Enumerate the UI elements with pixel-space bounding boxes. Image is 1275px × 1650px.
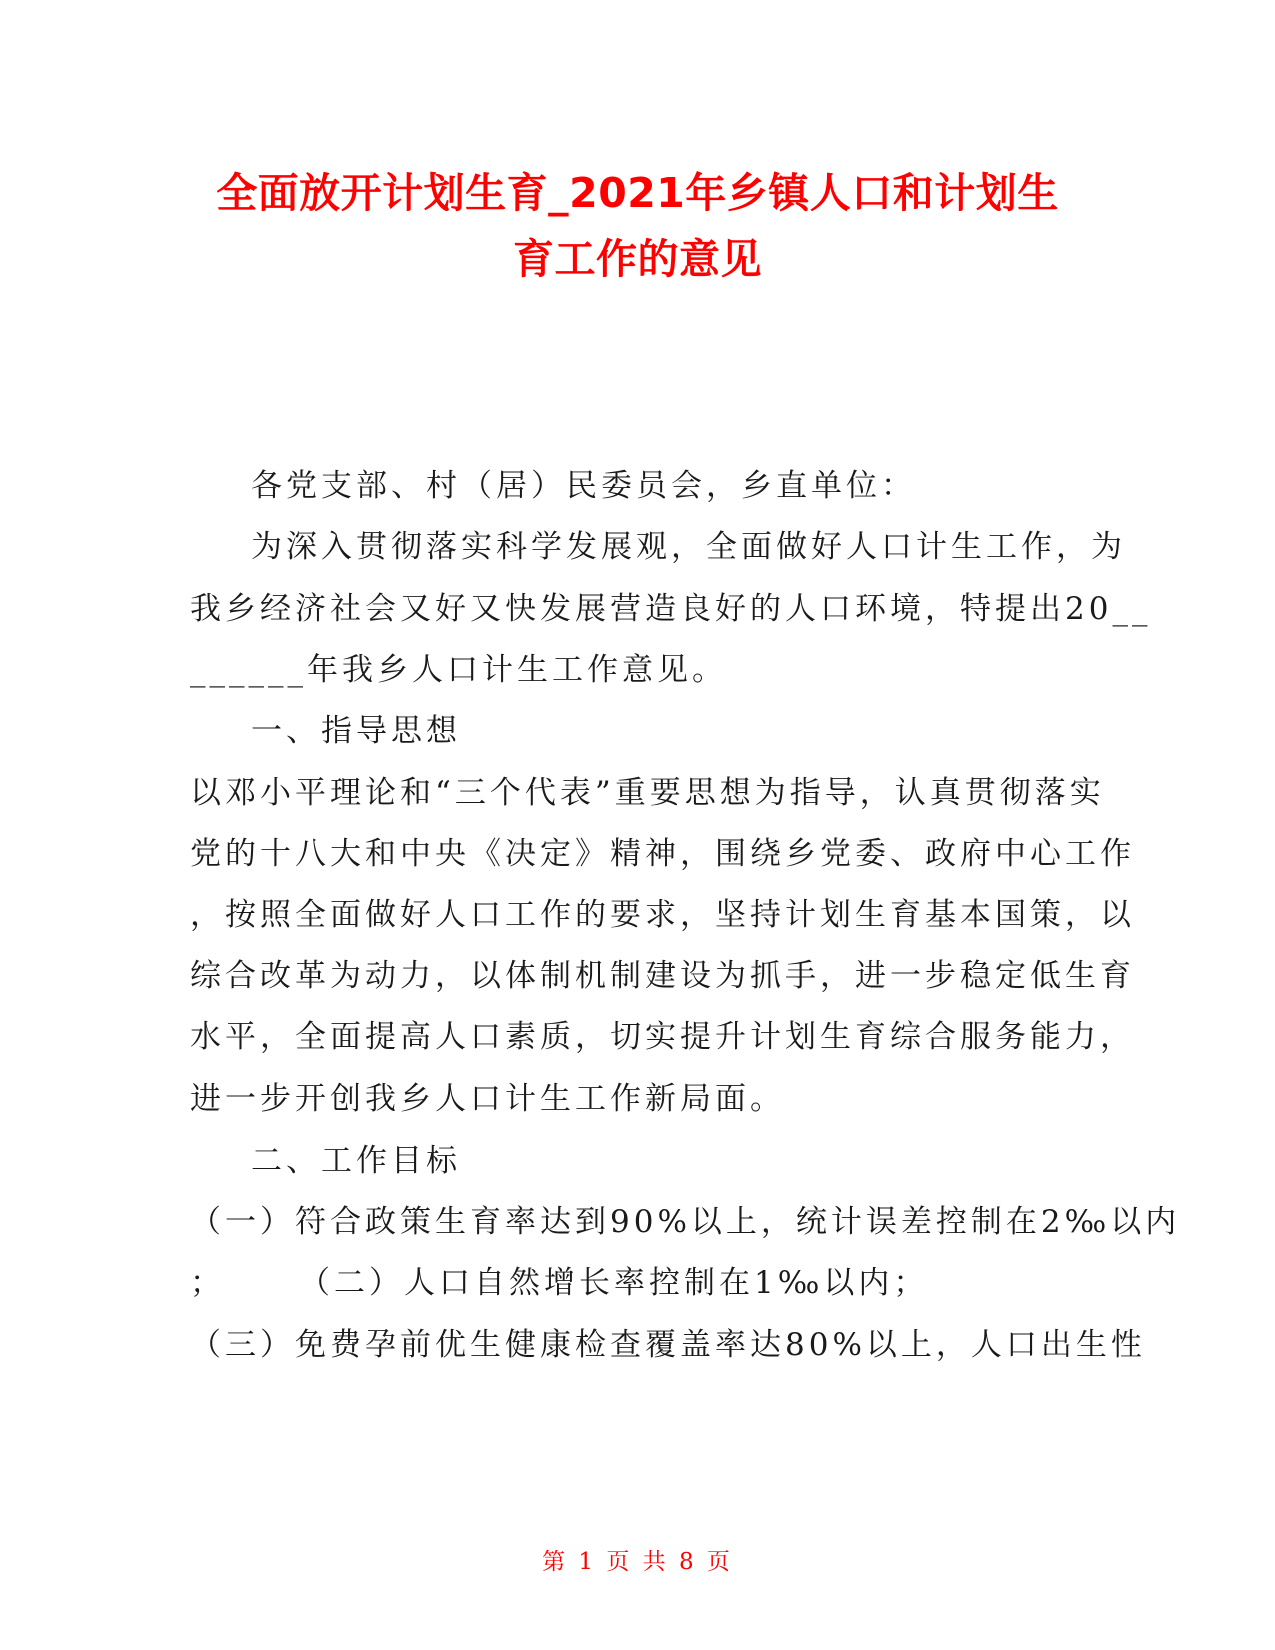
section-heading: 二、工作目标 <box>251 1143 461 1179</box>
page-footer: 第 1 页 共 8 页 <box>542 1549 733 1575</box>
paragraph-line: 以邓小平理论和“三个代表”重要思想为指导，认真贯彻落实 <box>190 775 1105 811</box>
paragraph-line: 综合改革为动力，以体制机制建设为抓手，进一步稳定低生育 <box>190 958 1135 994</box>
title-line-1: 全面放开计划生育_2021年乡镇人口和计划生 <box>216 169 1059 217</box>
section-heading: 一、指导思想 <box>251 713 461 749</box>
paragraph-line: ______年我乡人口计生工作意见。 <box>190 652 727 688</box>
paragraph-line: 我乡经济社会又好又快发展营造良好的人口环境，特提出20__ <box>190 591 1152 627</box>
paragraph-line: 水平，全面提高人口素质，切实提升计划生育综合服务能力， <box>190 1019 1135 1055</box>
title-line-2: 育工作的意见 <box>513 235 762 283</box>
list-item: ； （二）人口自然增长率控制在1‰以内； <box>190 1265 929 1301</box>
salutation: 各党支部、村（居）民委员会，乡直单位： <box>251 468 916 504</box>
paragraph-line: 党的十八大和中央《决定》精神，围绕乡党委、政府中心工作 <box>190 836 1135 872</box>
paragraph-line: ，按照全面做好人口工作的要求，坚持计划生育基本国策，以 <box>190 897 1135 933</box>
list-item: （一）符合政策生育率达到90%以上，统计误差控制在2‰以内 <box>190 1204 1181 1240</box>
paragraph-line: 为深入贯彻落实科学发展观，全面做好人口计生工作，为 <box>251 529 1126 565</box>
paragraph-line: 进一步开创我乡人口计生工作新局面。 <box>190 1081 785 1117</box>
list-item: （三）免费孕前优生健康检查覆盖率达80%以上，人口出生性 <box>190 1327 1146 1363</box>
document-title <box>150 160 1125 292</box>
